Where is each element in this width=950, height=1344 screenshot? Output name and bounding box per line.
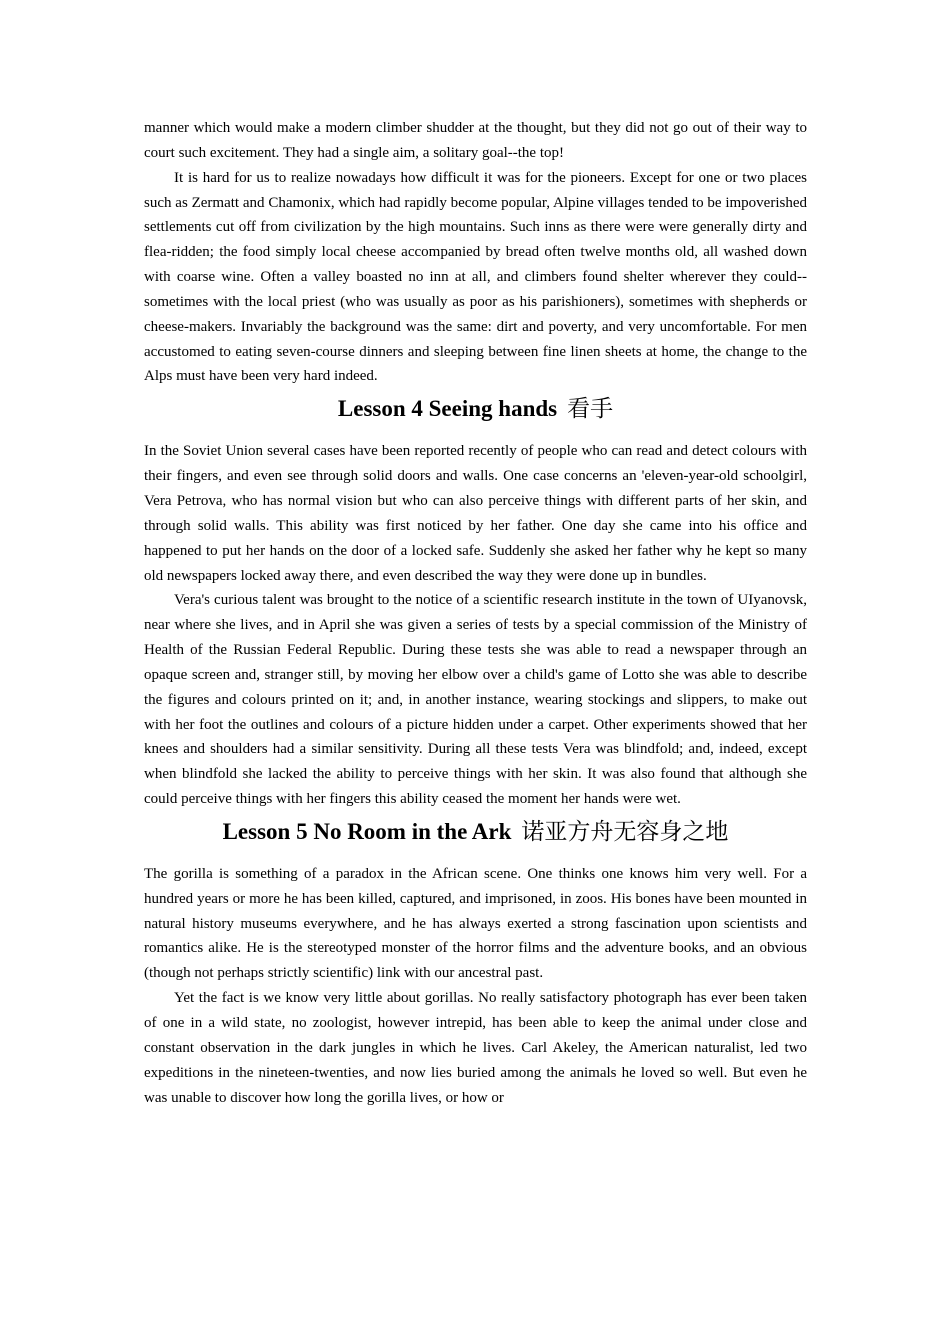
paragraph: The gorilla is something of a paradox in the African scene. One thinks one knows him very well. For a hundred years or more he has been killed, captured, and imprisoned, in zoos. His bones have been mounted in natural history museums everywhere, and he has always exerted a strong fascination upon scientists and romantics alike. He is the stereotyped monster of the horror films and the adventure books, and an obvious (though not perhaps strictly scientific) link with our ancestral past. xyxy=(144,865,807,982)
lesson-title: Lesson 5 No Room in the Ark xyxy=(222,818,512,844)
paragraph: In the Soviet Union several cases have been reported recently of people who can read and detect colours with their fingers, and even see through solid doors and walls. One case concerns an 'eleven-year-old schoolgirl, Vera Petrova, who has normal vision but who can also perceive things with different parts of her skin, and through solid walls. This ability was first noticed by her father. One day she came into his office and happened to put her hands on the door of a locked safe. Suddenly she asked her father why he kept so many old newspapers locked away there, and even described the way they were done up in bundles. xyxy=(144,443,807,584)
lesson-heading xyxy=(144,812,807,862)
lesson-title-chinese: 看手 xyxy=(567,396,614,423)
paragraph: It is hard for us to realize nowadays how difficult it was for the pioneers. Except for one or two places such as Zermatt and Chamonix, which had rapidly become popular, Alpine villages tended to be impoverished settlements cut off from civilization by the high mountains. Such inns as there were were generally dirty and flea-ridden; the food simply local cheese accompanied by bread often twelve months old, all washed down with coarse wine. Often a valley boasted no inn at all, and climbers found shelter wherever they could--sometimes with the local priest (who was usually as poor as his parishioners), sometimes with shepherds or cheese-makers. Invariably the background was the same: dirt and poverty, and very uncomfortable. For men accustomed to eating seven-course dinners and sleeping between fine linen sheets at home, the change to the Alps must have been very hard indeed. xyxy=(144,169,807,385)
document-page xyxy=(144,116,807,1110)
lesson-heading xyxy=(144,389,807,439)
paragraph: Vera's curious talent was brought to the notice of a scientific research institute in the town of UIyanovsk, near where she lives, and in April she was given a series of tests by a special commission of the Ministry of Health of the Russian Federal Republic. During these tests she was able to read a newspaper through an opaque screen and, stranger still, by moving her elbow over a child's game of Lotto she was able to describe the figures and colours printed on it; and, in another instance, wearing stockings and slippers, to make out with her foot the outlines and colours of a picture hidden under a carpet. Other experiments showed that her knees and shoulders had a similar sensitivity. During all these tests Vera was blindfold; and, indeed, except when blindfold she lacked the ability to perceive things with her skin. It was also found that although she could perceive things with her fingers this ability ceased the moment her hands were wet. xyxy=(144,592,807,808)
lesson-title-chinese: 诺亚方舟无容身之地 xyxy=(521,818,729,845)
lesson-title: Lesson 4 Seeing hands xyxy=(337,396,558,422)
paragraph: manner which would make a modern climber shudder at the thought, but they did not go out of their way to court such excitement. They had a single aim, a solitary goal--the top! xyxy=(144,120,807,161)
paragraph: Yet the fact is we know very little about gorillas. No really satisfactory photograph has ever been taken of one in a wild state, no zoologist, however intrepid, has been able to keep the animal under close and constant observation in the dark jungles in which he lives. Carl Akeley, the American naturalist, led two expeditions in the nineteen-twenties, and now lies buried among the animals he loved so well. But even he was unable to discover how long the gorilla lives, or how or xyxy=(144,990,807,1106)
